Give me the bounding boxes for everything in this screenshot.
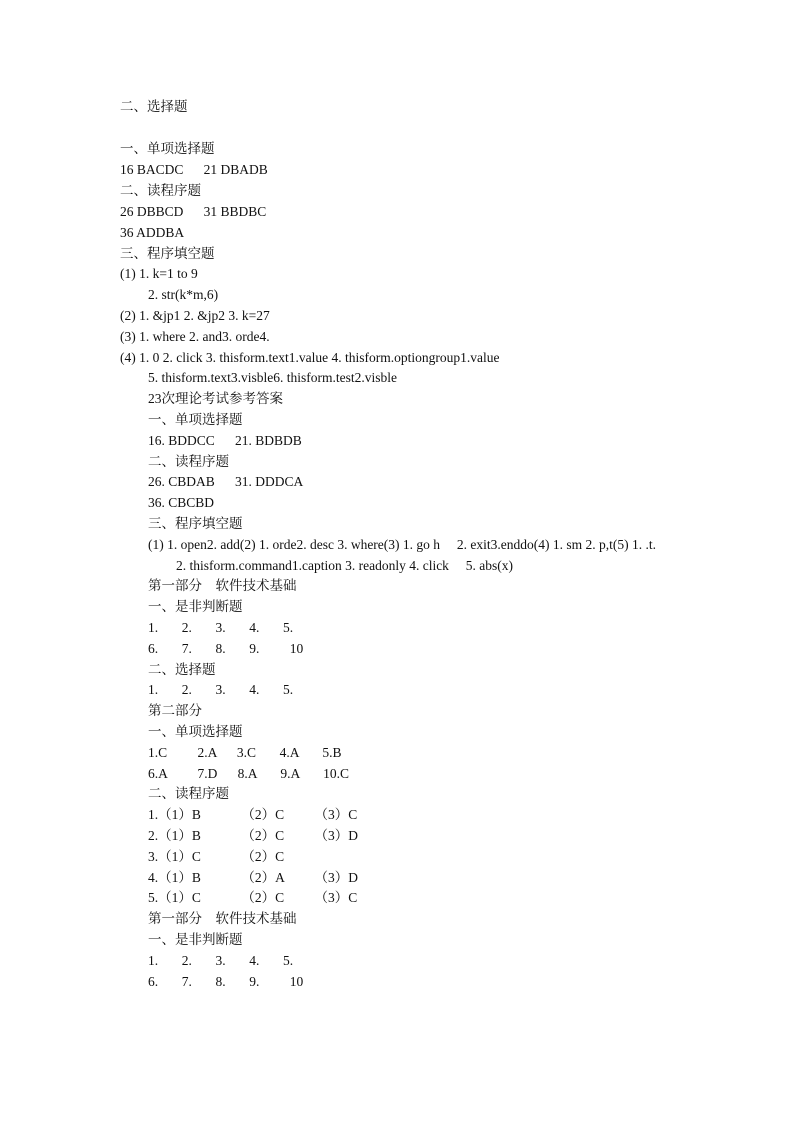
answer-line: (1) 1. open2. add(2) 1. orde2. desc 3. where(3) 1. go h 2. exit3.enddo(4) 1. sm 2. p,t(5) 1. .t. bbox=[148, 537, 657, 552]
answer-line: 16. BDDCC 21. BDBDB bbox=[148, 433, 302, 448]
heading-true-false: 一、是非判断题 bbox=[148, 599, 243, 614]
answer-line: (4) 1. 0 2. click 3. thisform.text1.value 4. thisform.optiongroup1.value bbox=[120, 350, 500, 365]
answer-line: 4.（1）B （2）A （3）D bbox=[148, 870, 359, 885]
answer-line: 1. 2. 3. 4. 5. bbox=[148, 620, 294, 635]
heading-choice: 二、选择题 bbox=[148, 662, 216, 677]
answer-line: 5. thisform.text3.visble6. thisform.test2.visble bbox=[148, 370, 397, 385]
answer-line: 1.（1）B （2）C （3）C bbox=[148, 807, 358, 822]
part-heading: 第一部分 软件技术基础 bbox=[148, 911, 297, 926]
section-title: 23次理论考试参考答案 bbox=[148, 391, 283, 406]
answer-line: 2. thisform.command1.caption 3. readonly 4. click 5. abs(x) bbox=[176, 558, 514, 573]
heading-fill-program: 三、程序填空题 bbox=[148, 516, 243, 531]
heading-read-program: 二、读程序题 bbox=[148, 786, 229, 801]
heading-read-program: 二、读程序题 bbox=[120, 183, 201, 198]
answer-line: 26 DBBCD 31 BBDBC bbox=[120, 204, 267, 219]
heading-single-choice: 一、单项选择题 bbox=[148, 412, 243, 427]
answer-line: 6.A 7.D 8.A 9.A 10.C bbox=[148, 766, 350, 781]
answer-line: 26. CBDAB 31. DDDCA bbox=[148, 474, 304, 489]
answer-line: (1) 1. k=1 to 9 bbox=[120, 266, 198, 281]
answer-line: 1. 2. 3. 4. 5. bbox=[148, 953, 294, 968]
answer-line: 6. 7. 8. 9. 10 bbox=[148, 641, 304, 656]
heading-single-choice: 一、单项选择题 bbox=[120, 141, 215, 156]
answer-line: (3) 1. where 2. and3. orde4. bbox=[120, 329, 270, 344]
answer-line: 36. CBCBD bbox=[148, 495, 215, 510]
answer-line: (2) 1. &jp1 2. &jp2 3. k=27 bbox=[120, 308, 270, 323]
answer-line: 36 ADDBA bbox=[120, 225, 185, 240]
answer-line: 6. 7. 8. 9. 10 bbox=[148, 974, 304, 989]
heading-fill-program: 三、程序填空题 bbox=[120, 246, 215, 261]
heading-read-program: 二、读程序题 bbox=[148, 454, 229, 469]
answer-line: 1. 2. 3. 4. 5. bbox=[148, 682, 294, 697]
heading-single-choice: 一、单项选择题 bbox=[148, 724, 243, 739]
answer-line: 16 BACDC 21 DBADB bbox=[120, 162, 268, 177]
answer-line: 2. str(k*m,6) bbox=[148, 287, 219, 302]
part-heading: 第一部分 软件技术基础 bbox=[148, 578, 297, 593]
answer-line: 3.（1）C （2）C bbox=[148, 849, 285, 864]
heading-choice: 二、选择题 bbox=[120, 99, 188, 114]
heading-true-false: 一、是非判断题 bbox=[148, 932, 243, 947]
answer-line: 1.C 2.A 3.C 4.A 5.B bbox=[148, 745, 342, 760]
part-heading: 第二部分 bbox=[148, 703, 202, 718]
answer-line: 2.（1）B （2）C （3）D bbox=[148, 828, 359, 843]
answer-line: 5.（1）C （2）C （3）C bbox=[148, 890, 358, 905]
